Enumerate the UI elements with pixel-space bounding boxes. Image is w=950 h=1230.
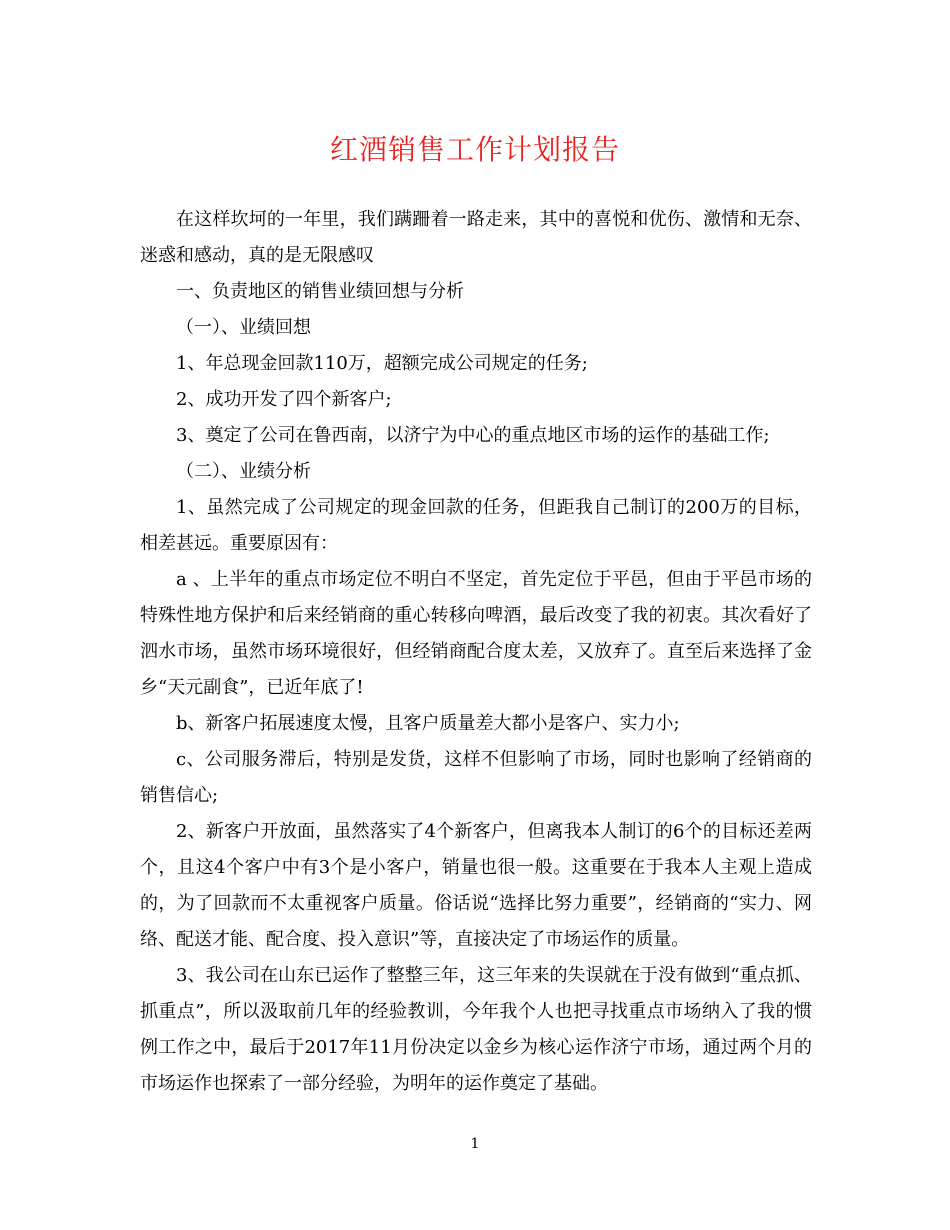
section-heading-1: 一、负责地区的销售业绩回想与分析	[176, 281, 464, 302]
paragraph: 1、虽然完成了公司规定的现金回款的任务，但距我自己制订的200万的目标，相差甚远。重要原因有：	[140, 497, 812, 554]
list-item: 1、年总现金回款110万，超额完成公司规定的任务;	[176, 353, 588, 374]
subsection-heading-analysis: （二）、业绩分析	[176, 461, 311, 482]
paragraph: a 、上半年的重点市场定位不明白不坚定，首先定位于平邑，但由于平邑市场的特殊性地方保护和后来经销商的重心转移向啤酒，最后改变了我的初衷。其次看好了泗水市场，虽然市场环境很好，但经销商配合度太差，又放弃了。直至后来选择了金乡“天元副食”，已近年底了!	[140, 569, 812, 698]
paragraph: b、新客户拓展速度太慢，且客户质量差大都小是客户、实力小;	[176, 713, 680, 734]
document-title: 红酒销售工作计划报告	[329, 133, 620, 166]
paragraph-intro: 在这样坎坷的一年里，我们蹒跚着一路走来，其中的喜悦和优伤、激情和无奈、迷惑和感动，真的是无限感叹	[140, 209, 812, 266]
subsection-heading-review: （一）、业绩回想	[176, 317, 311, 338]
list-item: 2、成功开发了四个新客户;	[176, 389, 392, 410]
paragraph: c、公司服务滞后，特别是发货，这样不但影响了市场，同时也影响了经销商的销售信心;	[140, 749, 812, 806]
document-body	[140, 202, 812, 1102]
paragraph: 3、我公司在山东已运作了整整三年，这三年来的失误就在于没有做到“重点抓、抓重点”，所以汲取前几年的经验教训，今年我个人也把寻找重点市场纳入了我的惯例工作之中，最后于2017年11月份决定以金乡为核心运作济宁市场，通过两个月的市场运作也探索了一部分经验，为明年的运作奠定了基础。	[140, 965, 812, 1094]
paragraph: 2、新客户开放面，虽然落实了4个新客户，但离我本人制订的6个的目标还差两个，且这4个客户中有3个是小客户，销量也很一般。这重要在于我本人主观上造成的，为了回款而不太重视客户质量。俗话说“选择比努力重要”，经销商的“实力、网络、配送才能、配合度、投入意识”等，直接决定了市场运作的质量。	[140, 821, 812, 950]
page-number: 1	[470, 1136, 480, 1152]
list-item: 3、奠定了公司在鲁西南，以济宁为中心的重点地区市场的运作的基础工作;	[176, 425, 770, 446]
